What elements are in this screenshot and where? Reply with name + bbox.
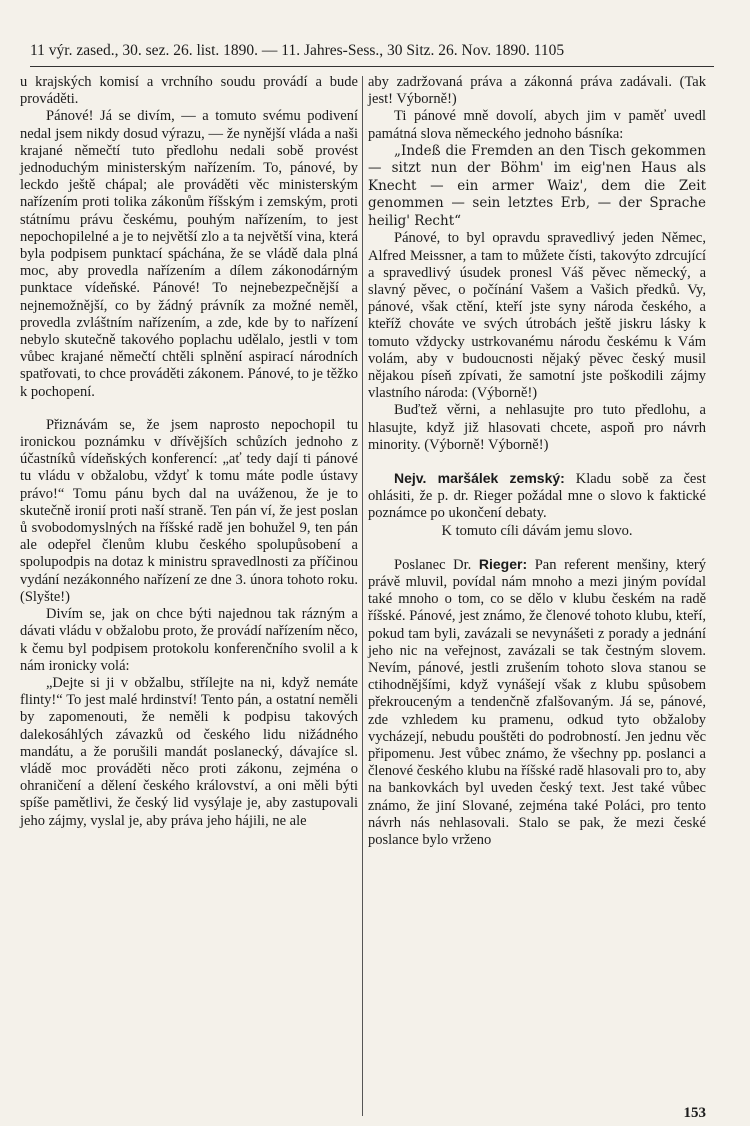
page-number: 153 — [683, 1105, 706, 1121]
paragraph: Pánové, to byl opravdu spravedlivý jeden Němec, Alfred Meissner, a tam to můžete čísti, takovýto zdrcující a spravedlivý úsudek pronesl Váš pěvec německý, a slavný pěvec, o počínání Vašem a Vašich předků. Vy, pánové, však ctění, kteří jste syny národa českého, a kteříž chováte ve svých útrobách ještě jiskru lásky k tomuto vždycky ustrkovanému národu českému k Vám volám, aby v budoucnosti nějaký pěvec český musil nějakou píseň zpívati, že samotní jste poškodili zájmy vlastního národa: (Výborně!) — [368, 230, 706, 402]
german-quote: „Indeß die Fremden an den Tisch gekommen — sitzt nun der Böhm' im eig'nen Haus als Knecht — ein armer Waiz', dem die Zeit genommen — sein letztes Erb, — der Sprache heilig' Recht“ — [368, 142, 706, 229]
paragraph: K tomuto cíli dávám jemu slovo. — [441, 522, 633, 539]
left-column — [20, 74, 358, 830]
paragraph: „Dejte si ji v obžalbu, střílejte na ni, když nemáte flinty!“ To jest malé hrdinství! Tento pán, a ostatní neměli by zapomenouti, že neměli k podpisu takových dalekosáhlých závazků od českého lidu nižádného mandátu, a že porušili mandát poslanecký, dávajíce sl. vládě moc prováděti něco proti zákonu, zejména o ohraničení a dělení českého království, a oni měli býti spíše pamětlivi, že český lid vysýlaje je, aby zastupovali jeho zájmy, vyslal je, aby práva jeho hájili, ne ale — [20, 674, 358, 829]
paragraph: aby zadržovaná práva a zákonná práva zadávali. (Tak jest! Výborně!) — [368, 74, 706, 108]
speaker-text: Kladu sobě za čest ohlásiti, že p. dr. Rieger požádal mne o slovo k faktické poznámce po ukončení debaty. — [368, 470, 706, 522]
speaker-paragraph — [368, 470, 706, 523]
speaker-paragraph — [368, 556, 706, 849]
speaker-name: Rieger: — [478, 555, 528, 572]
speaker-name: Nejv. maršálek zemský: — [394, 469, 565, 486]
column-divider — [362, 76, 363, 1116]
paragraph: Přiznávám se, že jsem naprosto nepochopil tu ironickou poznámku v dřívějších schůzích jednoho z účastníků vídeňských konferencí: „ať tedy dají ti pánové tu vládu v obžalobu, vždyť k tomu máte podle ústavy právo!“ Tomu pánu bych dal na uváženou, že je to skutečně ironií proti naší straně. Ten pán ví, že jest poslan ů svobodomyslných na říšské radě jen bohužel 9, ten pán ale odepřel členům klubu českého spolupůsobení a spolupodpis na dotaz k ministru spravedlnosti za příčinou vydání nezákonného nařízení ze dne 3. února tohoto roku. (Slyšte!) — [20, 416, 358, 605]
right-column — [368, 74, 706, 849]
paragraph: Ti pánové mně dovolí, abych jim v paměť uvedl památná slova německého jednoho básníka: — [368, 108, 706, 142]
paragraph: Pánové! Já se divím, — a tomuto svému podivení nedal jsem nikdy dosud výrazu, — že nynější vláda a naši krajané němečtí tuto předlohu nedali sobě provést jednoduchým ministerským nařízením. To, pánové, by leckdo ještě chápal; ale prováděti věc ministerským nařízením proti tolika zákonům říšským i zemským, proti státnímu právu českému, pouhým nařízením, to jest nepochopilelné a je to největší zlo a ta největší vina, která byla podpisem punktací spáchána, že se vládě dala plná moc, aby provedla nařízením a dílem zákonodárným punktace vídeňské. Pánové! To nejnebezpečnější a nejnemožnější, co by žádný právník za možné neměl, provedla zvláštním nařízením, a zde, kde by to nařízení nebylo skutečně takového poplachu udělalo, jestli v tom vůbec krajané němečtí chtěli splnění aspirací národních spatřovati, to chce prováděti zákonem. Pánové, to je těžko k pochopení. — [20, 108, 358, 400]
speaker-text: Pan referent menšiny, který právě mluvil, povídal nám mnoho a mezi jiným povídal také mnoho o tom, co se dělo v klubu českém na radě říšské. Pánové, jest známo, že členové tohoto klubu, kteří, pokud tam byli, zavázali se nevynášeti z porady a jednání jeho nic na veřejnost, zavázali se tak čestným slovem. Nevím, pánové, jestli zrušením tohoto slova stanou se ctihodnějšími, když vynášejí však z klubu spůsobem překrouceným a tendenčně zfalšovaným. Já se, pánové, zde vzhledem ku pramenu, odkud tyto obžaloby vycházejí, nebudu pouštěti do podrobností. Jen jednu věc připomenu. Jest vůbec známo, že všechny pp. poslanci a členové českého klubu na říšské radě hlasovali pro to, aby na bankovkách byl uveden český text. Jest také vůbec známo, že jiní Slované, zejména také Poláci, pro tento návrh nás nehlasovali. Stalo se pak, že mezi české poslance bylo vrženo — [368, 556, 706, 849]
paragraph: u krajských komisí a vrchního soudu provádí a bude prováděti. — [20, 74, 358, 108]
speaker-prefix: Poslanec Dr. — [394, 556, 472, 573]
paragraph: Buďtež věrni, a nehlasujte pro tuto předlohu, a hlasujte, když již hlasovati chcete, aspoň pro návrh minority. (Výborně! Výborně!) — [368, 402, 706, 453]
paragraph: Divím se, jak on chce býti najednou tak rázným a dávati vládu v obžalobu proto, že provádí nařízením něco, k čemu byl podpisem protokolu konferenčního svolil a k nám ironicky volá: — [20, 606, 358, 674]
page-header: 11 výr. zased., 30. sez. 26. list. 1890. — 11. Jahres-Sess., 30 Sitz. 26. Nov. 1890. 1105 — [30, 42, 714, 67]
